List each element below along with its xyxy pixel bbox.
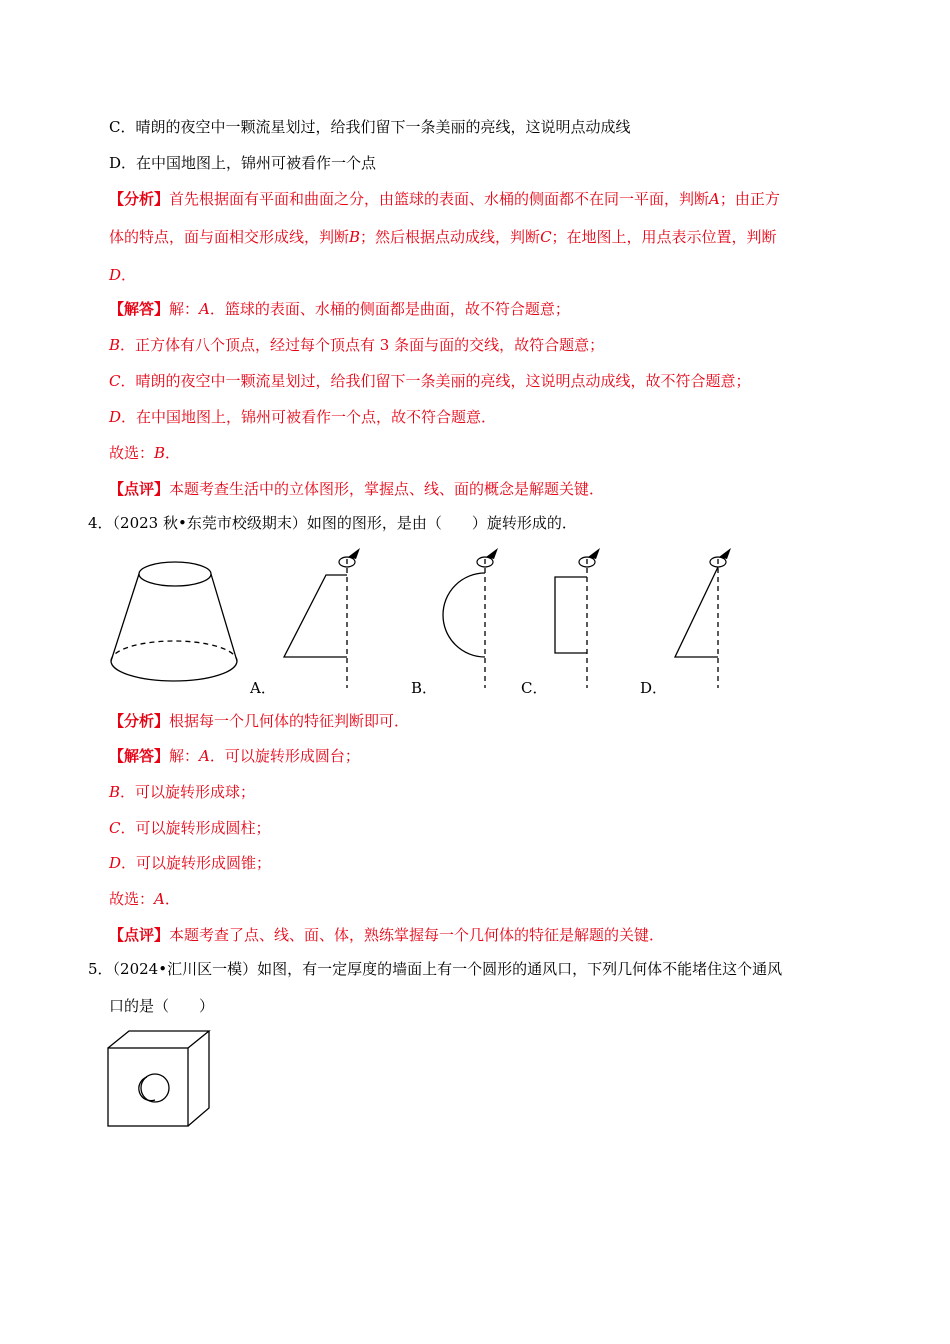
q3-answer-line3: C．晴朗的夜空中一颗流星划过，给我们留下一条美丽的亮线，这说明点动成线，故不符合题意； — [109, 372, 751, 390]
q4-answer-line3: C．可以旋转形成圆柱； — [109, 819, 271, 837]
semicircle-shape — [443, 573, 485, 657]
frustum-bottom-front — [111, 661, 237, 681]
q4-choice: 故选：A． — [109, 890, 180, 908]
q3-choice: 故选：B． — [109, 444, 181, 462]
q3-answer-line1: 【解答】解：A．篮球的表面、水桶的侧面都是曲面，故不符合题意； — [109, 300, 570, 318]
answer-tag: 【解答】 — [109, 300, 170, 318]
q4-answer-line1: 【解答】解：A．可以旋转形成圆台； — [109, 747, 360, 765]
q4-answer-line2: B．可以旋转形成球； — [109, 783, 256, 801]
q3-analysis-line3: D． — [109, 266, 137, 284]
q4-stem: 4．（2023 秋•东莞市校级期末）如图的图形，是由（ ）旋转形成的． — [88, 514, 577, 532]
frustum-right-side — [211, 574, 237, 661]
option-c-label: C． — [521, 679, 548, 697]
rotation-arrow-icon — [710, 548, 731, 567]
option-b-figure — [440, 545, 520, 690]
rotation-arrow-icon — [579, 548, 600, 567]
q5-stem-line2: 口的是（ ） — [109, 997, 215, 1015]
answer-tag: 【解答】 — [109, 747, 170, 765]
option-d-label: D． — [640, 679, 668, 697]
analysis-tag: 【分析】 — [109, 712, 170, 730]
comment-tag: 【点评】 — [109, 480, 170, 498]
rotation-arrow-icon — [339, 548, 360, 567]
q3-answer-line2: B．正方体有八个顶点，经过每个顶点有 3 条面与面的交线，故符合题意； — [109, 336, 605, 354]
triangle-shape — [675, 567, 718, 657]
q3-option-d: D．在中国地图上，锦州可被看作一个点 — [109, 154, 377, 172]
analysis-tag: 【分析】 — [109, 190, 170, 208]
q4-analysis: 【分析】根据每一个几何体的特征判断即可． — [109, 712, 410, 730]
rotation-arrow-icon — [477, 548, 498, 567]
wall-top-face — [108, 1031, 209, 1048]
comment-tag: 【点评】 — [109, 926, 170, 944]
q3-comment: 【点评】本题考查生活中的立体图形，掌握点、线、面的概念是解题关键． — [109, 480, 605, 498]
option-d-figure — [670, 545, 750, 690]
frustum-figure — [105, 560, 245, 690]
wall-front-face — [108, 1048, 188, 1126]
option-c-figure — [550, 545, 620, 690]
q4-answer-line4: D．可以旋转形成圆锥； — [109, 854, 272, 872]
option-b-label: B． — [411, 679, 438, 697]
option-a-label: A． — [250, 679, 276, 697]
frustum-bottom-back — [111, 641, 237, 661]
trapezoid-shape — [284, 575, 347, 657]
rectangle-shape — [555, 577, 587, 653]
wall-vent-figure — [105, 1028, 215, 1130]
frustum-top-ellipse — [139, 562, 211, 586]
option-a-figure — [280, 545, 370, 690]
q3-option-c: C．晴朗的夜空中一颗流星划过，给我们留下一条美丽的亮线，这说明点动成线 — [109, 118, 631, 136]
q3-analysis-line2: 体的特点，面与面相交形成线，判断B；然后根据点动成线，判断C；在地图上，用点表示位置，判断 — [109, 228, 777, 246]
q4-comment: 【点评】本题考查了点、线、面、体，熟练掌握每一个几何体的特征是解题的关键． — [109, 926, 665, 944]
q5-stem-line1: 5．（2024•汇川区一模）如图，有一定厚度的墙面上有一个圆形的通风口，下列几何体不能堵住这个通风 — [88, 960, 783, 978]
q3-analysis-line1: 【分析】首先根据面有平面和曲面之分，由篮球的表面、水桶的侧面都不在同一平面，判断A；由正方 — [109, 190, 780, 208]
q3-answer-line4: D．在中国地图上，锦州可被看作一个点，故不符合题意． — [109, 408, 497, 426]
